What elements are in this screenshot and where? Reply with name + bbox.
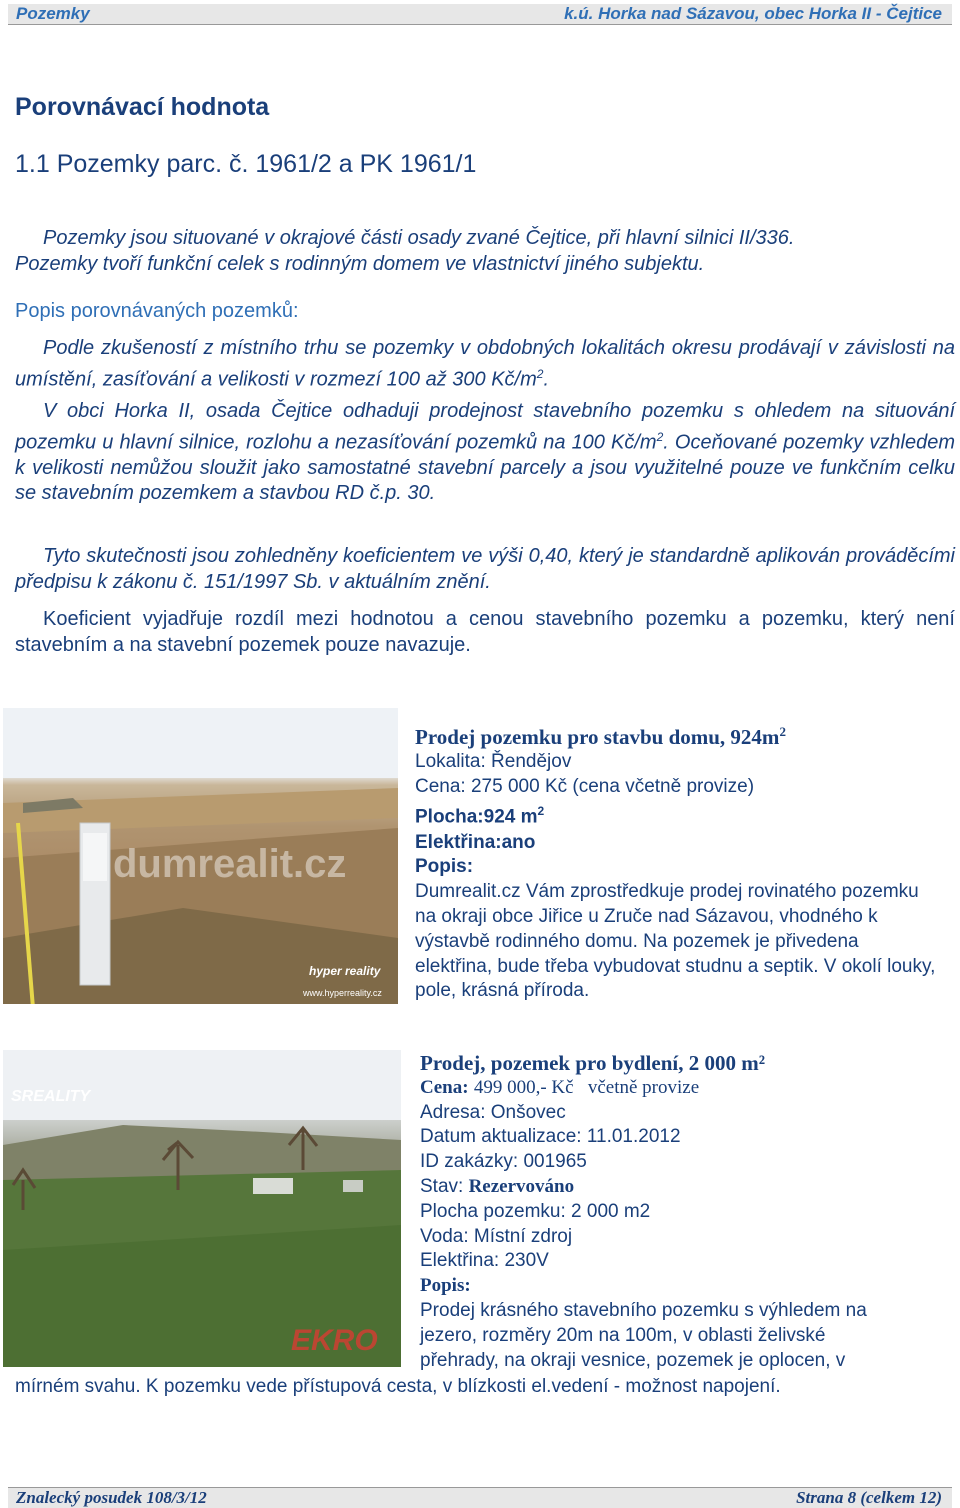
- listing-1: [415, 720, 945, 1004]
- listing-2-description-line-4: mírném svahu. K pozemku vede přístupová cesta, v blízkosti el.vedení - možnost napojení.: [15, 1376, 781, 1397]
- listing-2-address: Adresa: Onšovec: [420, 1101, 566, 1123]
- listing-2-price: Cena: 499 000,- Kč včetně provize: [420, 1076, 700, 1098]
- listing-1-description: Dumrealit.cz Vám zprostředkuje prodej rovinatého pozemku na okraji obce Jiřice u Zruče nad Sázavou, vhodného k výstavbě rodinného domu. Na pozemek je přivedena elektřina, bude třeba vybudovat studnu a septik. V okolí louky, pole, krásná příroda.: [415, 881, 936, 1002]
- listing-1-electricity: Elektřina:ano: [415, 831, 536, 853]
- header-left: Pozemky: [16, 4, 90, 23]
- photo-url: www.hyperreality.cz: [303, 988, 382, 998]
- listing-2-description-line-2: jezero, rozměry 20m na 100m, v oblasti želivské: [420, 1324, 826, 1346]
- listing-2-description-line-3: přehrady, na okraji vesnice, pozemek je oplocen, v: [420, 1349, 846, 1371]
- page-title: Porovnávací hodnota: [15, 93, 270, 121]
- listing-2-updated: Datum aktualizace: 11.01.2012: [420, 1126, 681, 1148]
- paragraph-market: Podle zkušeností z místního trhu se pozemky v obdobných lokalitách okresu prodávají v závislosti na umístění, zasíťování a velikosti v rozmezí 100 až 300 $Kč/m^2$.: [15, 337, 955, 391]
- page-footer: [8, 1487, 952, 1508]
- paragraph-estimate: V obci Horka II, osada Čejtice odhaduji prodejnost stavebního pozemku s ohledem na situování pozemku u hlavní silnice, rozlohu a nezasíťování pozemků na 100 $Kč/m^2$. Oceňované pozemky vzhledem k velikosti nemůžou sloužit jako samostatné stavební parcely a jsou využitelné pouze ve funkčním celku se stavebním pozemkem a stavbou RD č.p. 30.: [15, 400, 955, 505]
- listing-photo-2: [3, 1050, 401, 1367]
- listing-2-electricity: Elektřina: 230V: [420, 1250, 549, 1272]
- photo-logo: hyper reality: [309, 964, 381, 978]
- listing-1-area: Plocha:924 $m^2$: [415, 804, 545, 828]
- listing-photo-1: [3, 708, 398, 1004]
- page-header: [8, 4, 952, 25]
- header-right: k.ú. Horka nad Sázavou, obec Horka II - Čejtice: [564, 4, 942, 23]
- intro-line-2: Pozemky tvoří funkční celek s rodinným domem ve vlastnictví jiného subjektu.: [15, 252, 705, 275]
- listing-1-title: Prodej pozemku pro stavbu domu, $924m^2$: [415, 724, 786, 749]
- listing-2-description-line-1: Prodej krásného stavebního pozemku s výhledem na: [420, 1299, 867, 1321]
- intro-paragraph: [15, 226, 955, 277]
- listing-1-price: Cena: 275 000 Kč (cena včetně provize): [415, 775, 755, 797]
- listing-2-description-label: Popis:: [420, 1275, 471, 1297]
- section-subtitle: 1.1 Pozemky parc. č. 1961/2 a PK 1961/1: [15, 150, 477, 178]
- listing-2-title: Prodej, pozemek pro bydlení, 2 000 m²: [420, 1051, 766, 1075]
- section-heading: Popis porovnávaných pozemků:: [15, 300, 299, 322]
- listing-1-location: Lokalita: Řendějov: [415, 750, 572, 772]
- listing-2-area: Plocha pozemku: 2 000 m2: [420, 1200, 651, 1222]
- listing-2: [420, 1051, 950, 1373]
- paragraph-definition: Koeficient vyjadřuje rozdíl mezi hodnotou a cenou stavebního pozemku a pozemku, který není stavebním a na stavební pozemek pouze navazuje.: [15, 608, 955, 656]
- intro-line-1: Pozemky jsou situované v okrajové části osady zvané Čejtice, při hlavní silnici II/336.: [43, 227, 795, 249]
- photo-logo-top: SREALITY: [11, 1088, 91, 1105]
- photo-logo-bottom: EKRO: [291, 1324, 378, 1357]
- photo-watermark: dumrealit.cz: [113, 842, 347, 886]
- listing-2-status: Stav: Rezervováno: [420, 1175, 575, 1197]
- paragraph-coefficient: Tyto skutečnosti jsou zohledněny koeficientem ve výši 0,40, který je standardně aplikován prováděcími předpisu k zákonu č. 151/1997 Sb. v aktuálním znění.: [15, 545, 955, 593]
- footer-left: Znalecký posudek 108/3/12: [16, 1488, 207, 1507]
- listing-1-description-label: Popis:: [415, 856, 474, 878]
- listing-2-id: ID zakázky: 001965: [420, 1151, 587, 1173]
- footer-right: Strana 8 (celkem 12): [796, 1488, 942, 1507]
- listing-2-water: Voda: Místní zdroj: [420, 1225, 573, 1247]
